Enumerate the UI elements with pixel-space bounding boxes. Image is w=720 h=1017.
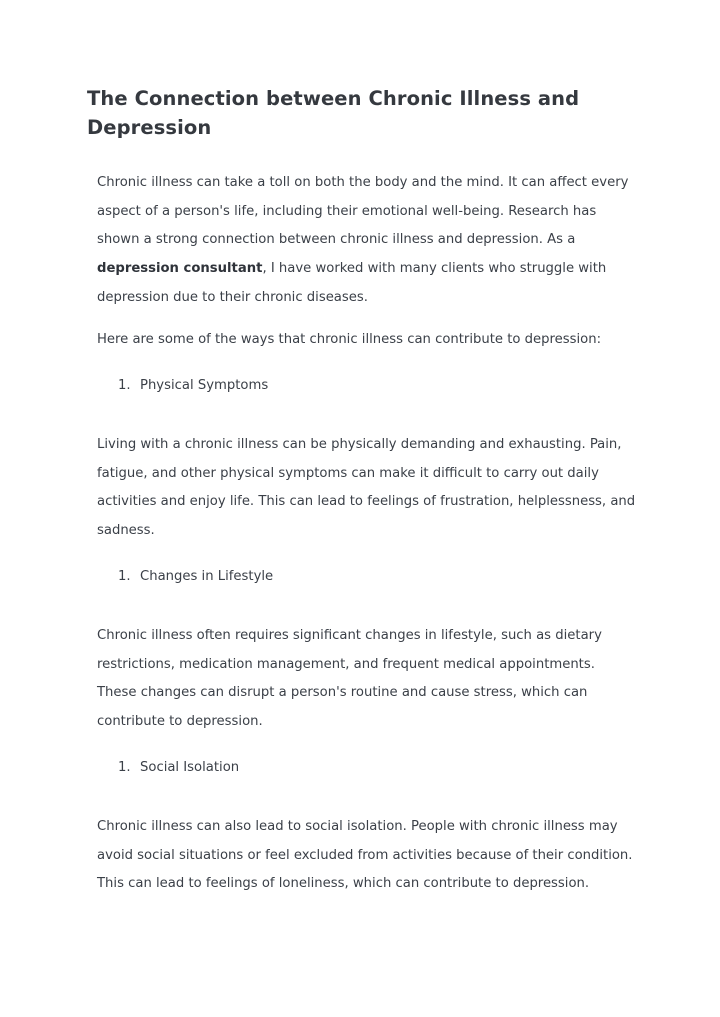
intro-text-1: Chronic illness can take a toll on both the body and the mind. It can affect every aspect of a person's life, including their emotional well-being. Research has shown a strong connection between chronic illness and depression. As a [97,175,629,248]
intro-text-2: , I have worked with many clients who struggle with depression due to their chronic diseases. [97,261,607,305]
section-paragraph-changes-in-lifestyle: Chronic illness often requires significant changes in lifestyle, such as dietary restrictions, medication management, and frequent medical appointments. These changes can disrupt a person's routine and cause stress, which can contribute to depression. [97,628,602,730]
list-item-changes-in-lifestyle [118,567,518,587]
section-paragraph-social-isolation: Chronic illness can also lead to social isolation. People with chronic illness may avoid social situations or feel excluded from activities because of their condition. This can lead to feelings of loneliness, which can contribute to depression. [97,819,633,892]
section-paragraph-physical-symptoms: Living with a chronic illness can be physically demanding and exhausting. Pain, fatigue, and other physical symptoms can make it difficult to carry out daily activities and enjoy life. This can lead to feelings of frustration, helplessness, and sadness. [97,437,636,539]
list-item-social-isolation [118,758,518,778]
document-title: The Connection between Chronic Illness and Depression [87,87,580,139]
lead-in-paragraph: Here are some of the ways that chronic illness can contribute to depression: [97,332,602,347]
list-item-number: 1. [118,569,131,584]
list-item-heading: Changes in Lifestyle [140,569,274,584]
intro-bold-phrase: depression consultant [97,261,263,277]
list-item-heading: Physical Symptoms [140,378,269,393]
intro-paragraph [97,169,637,313]
list-item-number: 1. [118,378,131,393]
list-item-number: 1. [118,760,131,775]
list-item-physical-symptoms [118,376,518,396]
list-item-heading: Social Isolation [140,760,240,775]
